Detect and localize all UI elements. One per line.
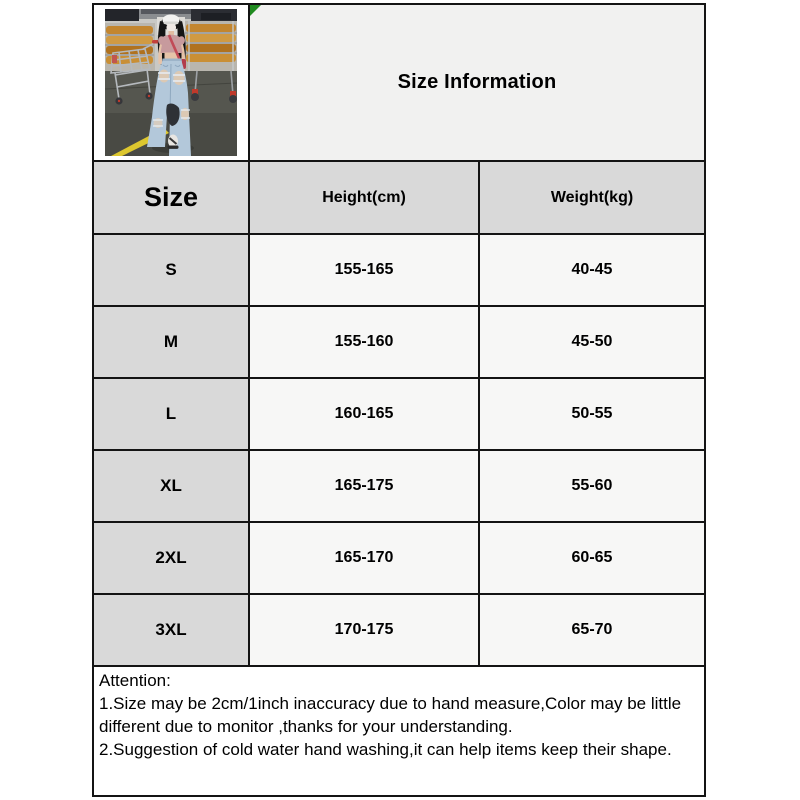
weight-cell-s: 40-45	[480, 235, 704, 305]
title-cell	[250, 5, 704, 160]
attention-note-2: 2.Suggestion of cold water hand washing,it can help items keep their shape.	[99, 740, 672, 759]
column-header-height: Height(cm)	[250, 162, 478, 233]
column-header-weight: Weight(kg)	[480, 162, 704, 233]
weight-cell-2xl: 60-65	[480, 523, 704, 593]
weight-cell-m: 45-50	[480, 307, 704, 377]
size-cell-l: L	[94, 379, 248, 449]
attention-note-1: 1.Size may be 2cm/1inch inaccuracy due to hand measure,Color may be little different due to monitor ,thanks for your understanding.	[99, 694, 682, 736]
weight-cell-l: 50-55	[480, 379, 704, 449]
height-cell-l: 160-165	[250, 379, 478, 449]
height-cell-m: 155-160	[250, 307, 478, 377]
height-cell-2xl: 165-170	[250, 523, 478, 593]
height-cell-s: 155-165	[250, 235, 478, 305]
column-header-size: Size	[94, 162, 248, 233]
size-cell-xl: XL	[94, 451, 248, 521]
size-cell-s: S	[94, 235, 248, 305]
attention-heading: Attention:	[99, 671, 171, 690]
weight-cell-xl: 55-60	[480, 451, 704, 521]
size-table	[92, 3, 706, 667]
page-title: Size Information	[397, 71, 557, 93]
product-photo	[105, 9, 237, 156]
attention-box	[92, 665, 706, 797]
size-cell-3xl: 3XL	[94, 595, 248, 665]
weight-cell-3xl: 65-70	[480, 595, 704, 665]
size-cell-2xl: 2XL	[94, 523, 248, 593]
size-cell-m: M	[94, 307, 248, 377]
height-cell-xl: 165-175	[250, 451, 478, 521]
photo-cell	[94, 5, 248, 160]
corner-marker-icon	[250, 5, 261, 16]
height-cell-3xl: 170-175	[250, 595, 478, 665]
